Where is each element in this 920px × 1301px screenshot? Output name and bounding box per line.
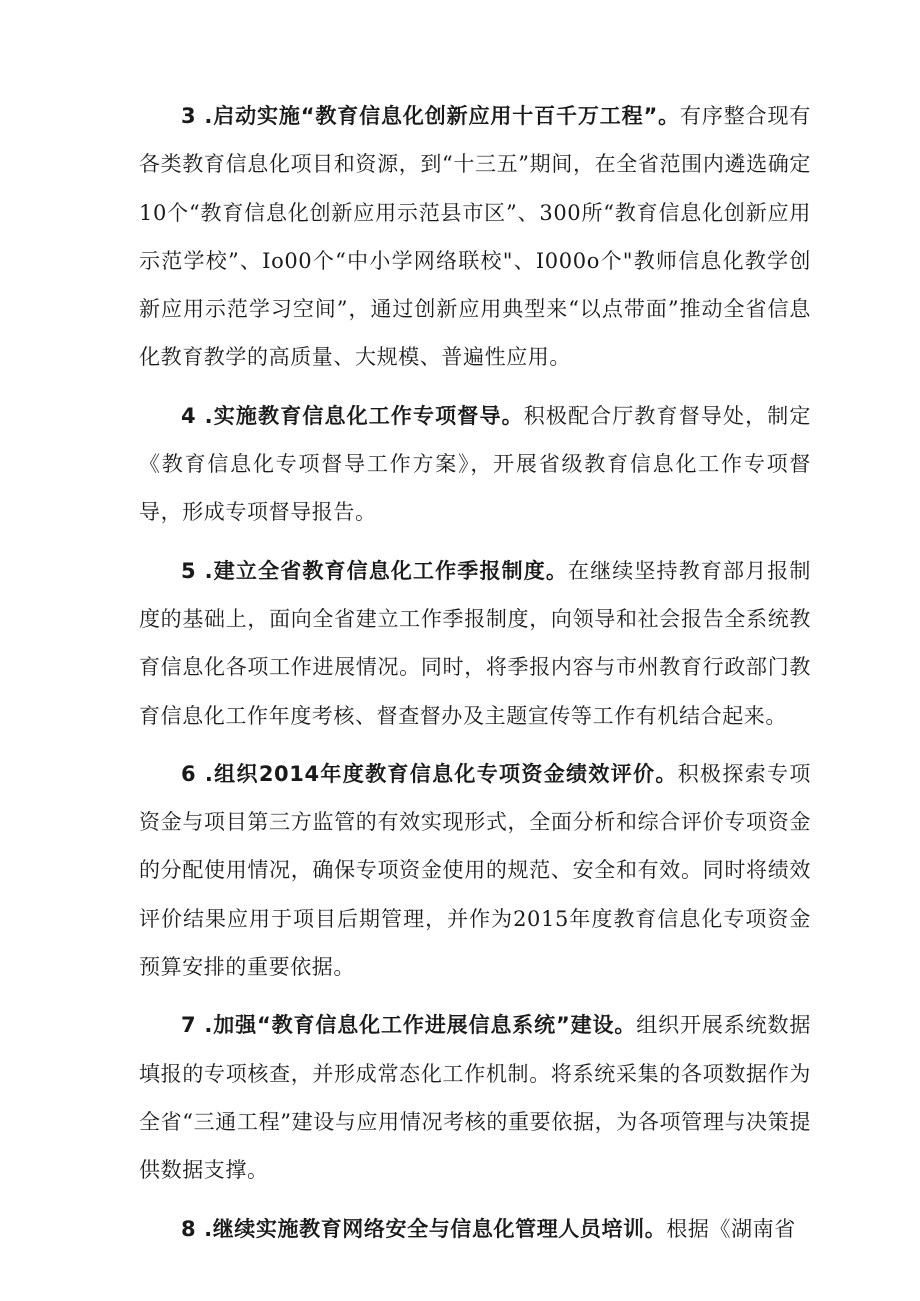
paragraph-item-8 [139,1205,811,1253]
paragraph-item-3 [139,92,811,382]
paragraph-item-7 [139,1001,811,1194]
paragraph-body: 积极探索专项资金与项目第三方监管的有效实现形式，全面分析和综合评价专项资金的分配使用情况，确保专项资金使用的规范、安全和有效。同时将绩效评价结果应用于项目后期管理，并作为2015年度教育信息化专项资金预算安排的重要依据。 [139,761,811,980]
paragraph-heading: 4 .实施教育信息化工作专项督导。 [181,403,524,428]
paragraph-body: 根据《湖南省 [666,1216,796,1241]
paragraph-item-4 [139,392,811,537]
paragraph-item-5 [139,547,811,740]
paragraph-body: 在继续坚持教育部月报制度的基础上，面向全省建立工作季报制度，向领导和社会报告全系统教育信息化各项工作进展情况。同时，将季报内容与市州教育行政部门教育信息化工作年度考核、督查督办及主题宣传等工作有机结合起来。 [139,558,811,728]
paragraph-heading: 3 .启动实施“教育信息化创新应用十百千万工程”。 [181,104,681,128]
paragraph-body: 积极配合厅教育督导处，制定《教育信息化专项督导工作方案》，开展省级教育信息化工作专项督导，形成专项督导报告。 [139,403,811,525]
paragraph-body: 组织开展系统数据填报的专项核查，并形成常态化工作机制。将系统采集的各项数据作为全省“三通工程”建设与应用情况考核的重要依据，为各项管理与决策提供数据支撑。 [139,1013,811,1183]
document-page [139,92,811,1263]
paragraph-body: 有序整合现有各类教育信息化项目和资源，到“十三五”期间，在全省范围内遴选确定10个“教育信息化创新应用示范县市区”、300所“教育信息化创新应用示范学校”、Io00个“中小学网络联校"、I000o个"教师信息化教学创新应用示范学习空间”，通过创新应用典型来“以点带面”推动全省信息化教育教学的高质量、大规模、普遍性应用。 [139,104,811,370]
paragraph-heading: 7 .加强“教育信息化工作进展信息系统”建设。 [181,1013,637,1038]
paragraph-heading: 6 .组织2014年度教育信息化专项资金绩效评价。 [181,761,678,786]
paragraph-item-6 [139,750,811,991]
paragraph-heading: 8 .继续实施教育网络安全与信息化管理人员培训。 [181,1216,667,1241]
paragraph-heading: 5 .建立全省教育信息化工作季报制度。 [181,558,568,583]
